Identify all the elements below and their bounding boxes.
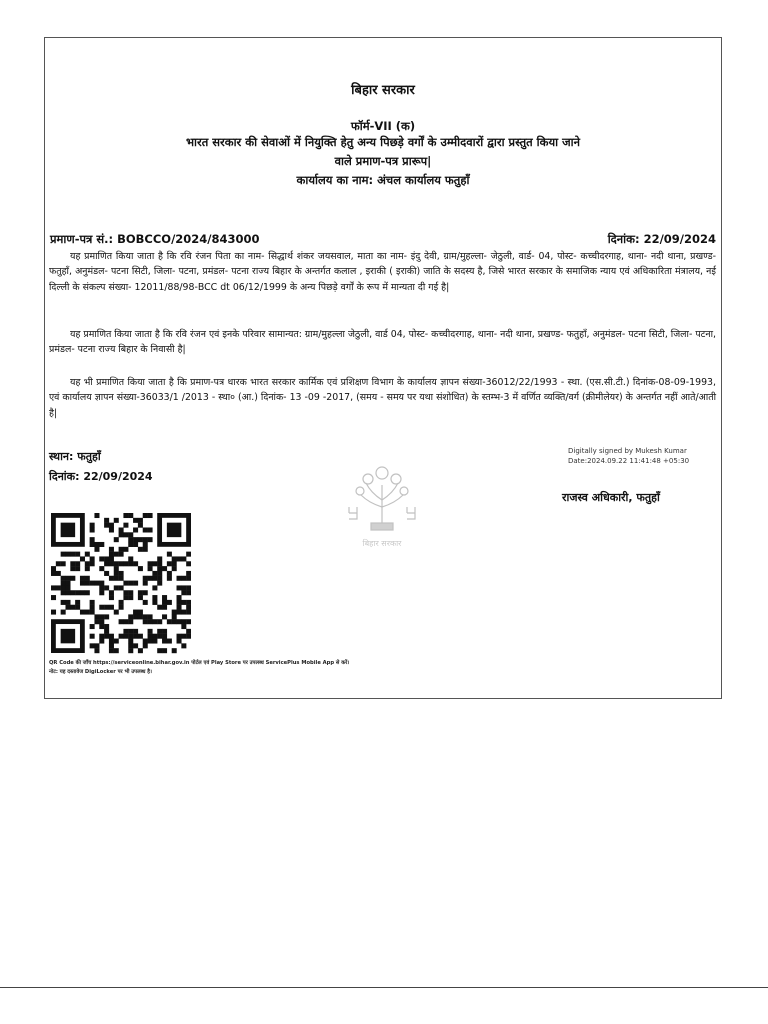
office-name: कार्यालय का नाम: अंचल कार्यालय फतुहाँ <box>296 173 470 187</box>
creamy-layer-paragraph: यह भी प्रमाणित किया जाता है कि प्रमाण-पत्र धारक भारत सरकार कार्मिक एवं प्रशिक्षण विभाग के कार्यालय ज्ञापन संख्या-36012/22/1993 - स्था. (एस.सी.टी.) दिनांक-08-09-1993, एवं कार्यालय ज्ञापन संख्या-36033/1 /2013 - स्था० (आ.) दिनांक- 13 -09 -2017, (समय - समय पर यथा संशोधित) के स्तम्भ-3 में वर्णित व्यक्ति/वर्ग (क्रीमीलेयर) के अन्तर्गत नहीं आते/आती है| <box>49 377 716 419</box>
bihar-emblem-watermark <box>341 455 423 551</box>
caste-paragraph: यह प्रमाणित किया जाता है कि रवि रंजन पिता का नाम- सिद्धार्थ शंकर जयसवाल, माता का नाम- इंदु देवी, ग्राम/मुहल्ला- जेठुली, वार्ड- 04, पोस्ट- कच्चीदरगाह, थाना- नदी थाना, प्रखण्ड- फतुहाँ, अनुमंडल- पटना सिटी, जिला- पटना, प्रमंडल- पटना राज्य बिहार के अन्तर्गत कलाल , इराकी ( इराकी) जाति के सदस्य है, जिसे भारत सरकार के समाजिक न्याय एवं अधिकारिता मंत्रालय, नई दिल्ली के संकल्प संख्या- 12011/88/98-BCC dt 06/12/1999 के अन्य पिछड़े वर्गों के रूप में मान्यता दी गई है| <box>49 251 716 293</box>
emblem-caption: बिहार सरकार <box>362 539 402 548</box>
form-number: फॉर्म-VII (क) <box>350 119 416 133</box>
form-description-line2: वाले प्रमाण-पत्र प्रारूप| <box>334 154 432 168</box>
signed-date: Date:2024.09.22 11:41:48 +05:30 <box>568 457 690 465</box>
signed-by: Digitally signed by Mukesh Kumar <box>568 447 687 455</box>
form-description-line1: भारत सरकार की सेवाओं में नियुक्ति हेतु अन्य पिछड़े वर्गों के उम्मीदवारों द्वारा प्रस्तुत किया जाने <box>185 135 581 149</box>
certificate-date: दिनांक: 22/09/2024 <box>607 232 716 246</box>
government-title: बिहार सरकार <box>351 83 415 98</box>
certificate-number: प्रमाण-पत्र सं.: BOBCCO/2024/843000 <box>50 232 260 246</box>
certificate-frame <box>44 37 722 699</box>
qr-code <box>51 513 191 655</box>
digital-signature-block <box>568 446 689 466</box>
residence-paragraph: यह प्रमाणित किया जाता है कि रवि रंजन एवं इनके परिवार सामान्यत: ग्राम/मुहल्ला जेठुली, वार्ड 04, पोस्ट- कच्चीदरगाह, थाना- नदी थाना, प्रखण्ड- फतुहाँ, अनुमंडल- पटना सिटी, जिला- पटना, प्रमंडल- पटना राज्य बिहार के निवासी है| <box>49 329 716 356</box>
issue-date-label: दिनांक: 22/09/2024 <box>49 470 153 483</box>
qr-note-line2: नोट: यह दस्तावेज DigiLocker पर भी उपलब्ध है। <box>49 669 152 675</box>
officer-title: राजस्व अधिकारी, फतुहाँ <box>562 491 660 504</box>
qr-verification-note <box>49 659 349 677</box>
certificate-header-row <box>50 232 716 247</box>
qr-note-line1: QR Code की जाँच https://serviceonline.bihar.gov.in पोर्टल एवं Play Store पर उपलब्ध ServicePlus Mobile App से करें। <box>49 660 350 666</box>
place-label: स्थान: फतुहाँ <box>49 450 101 463</box>
page-bottom-rule <box>0 987 768 988</box>
